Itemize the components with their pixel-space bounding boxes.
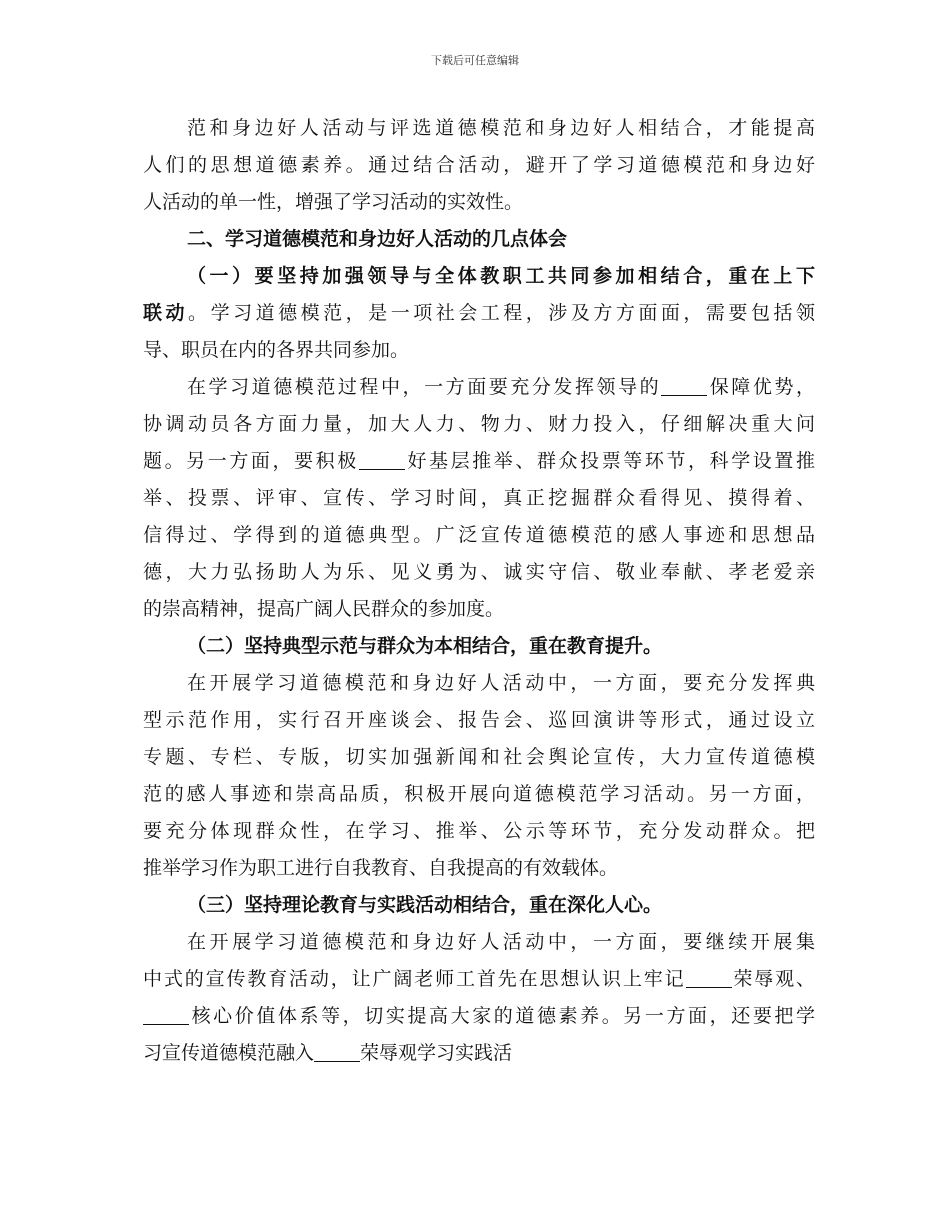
subsection-heading: （三）坚持理论教育与实践活动相结合，重在深化人心。	[187, 894, 663, 916]
paragraph-line	[143, 369, 815, 406]
paragraph-line: 范的感人事迹和崇高品质，积极开展向道德模范学习活动。另一方面，	[143, 783, 815, 805]
paragraph-text: 保障优势，	[707, 376, 815, 398]
paragraph-line	[143, 295, 815, 332]
paragraph-line: 在开展学习道德模范和身边好人活动中，一方面，要继续开展集	[187, 931, 815, 953]
document-body	[143, 110, 815, 1072]
paragraph-line: 德，大力弘扬助人为乐、见义勇为、诚实守信、敬业奉献、孝老爱亲	[143, 561, 815, 583]
paragraph-line: 举、投票、评审、宣传、学习时间，真正挖掘群众看得见、摸得着、	[143, 487, 815, 509]
paragraph-line: 推举学习作为职工进行自我教育、自我提高的有效载体。	[143, 857, 619, 879]
paragraph-line: 人们的思想道德素养。通过结合活动，避开了学习道德模范和身边好	[143, 154, 815, 176]
paragraph-line	[143, 443, 815, 480]
blank-underline	[686, 967, 732, 988]
paragraph-text: 在学习道德模范过程中，一方面要充分发挥领导的	[187, 376, 662, 398]
blank-underline	[359, 449, 405, 470]
paragraph-line	[143, 961, 815, 998]
page-header: 下载后可任意编辑	[431, 54, 519, 67]
paragraph-line	[143, 1035, 815, 1072]
paragraph-text: 习宣传道德模范融入	[143, 1042, 315, 1064]
paragraph-text: 中式的宣传教育活动，让广阔老师工首先在思想认识上牢记	[143, 968, 686, 990]
paragraph-line: 型示范作用，实行召开座谈会、报告会、巡回演讲等形式，通过设立	[143, 709, 815, 731]
paragraph-line: 在开展学习道德模范和身边好人活动中，一方面，要充分发挥典	[187, 672, 815, 694]
subsection-heading: （二）坚持典型示范与群众为本相结合，重在教育提升。	[187, 635, 663, 657]
paragraph-line: 要充分体现群众性，在学习、推举、公示等环节，充分发动群众。把	[143, 820, 815, 842]
subsection-heading: （一）要坚持加强领导与全体教职工共同参加相结合，重在上下	[187, 265, 815, 287]
section-heading: 二、学习道德模范和身边好人活动的几点体会	[187, 228, 568, 250]
paragraph-text: 核心价值体系等，切实提高大家的道德素养。另一方面，还要把学	[189, 1005, 815, 1027]
blank-underline	[143, 1004, 189, 1025]
paragraph-line: 信得过、学得到的道德典型。广泛宣传道德模范的感人事迹和思想品	[143, 524, 815, 546]
blank-underline	[314, 1041, 360, 1062]
paragraph-text: 荣辱观学习实践活	[360, 1042, 513, 1064]
paragraph-line: 导、职员在内的各界共同参加。	[143, 339, 410, 361]
paragraph-text: 。学习道德模范，是一项社会工程，涉及方方面面，需要包括领	[188, 302, 815, 324]
blank-underline	[661, 375, 707, 396]
paragraph-line: 的崇高精神，提高广阔人民群众的参加度。	[143, 598, 505, 620]
paragraph-line: 范和身边好人活动与评选道德模范和身边好人相结合，才能提高	[187, 117, 815, 139]
paragraph-line	[143, 998, 815, 1035]
paragraph-line: 人活动的单一性，增强了学习活动的实效性。	[143, 191, 524, 213]
paragraph-text: 题。另一方面，要积极	[143, 450, 359, 472]
paragraph-text: 荣辱观、	[731, 968, 815, 990]
paragraph-line: 协调动员各方面力量，加大人力、物力、财力投入，仔细解决重大问	[143, 413, 815, 435]
paragraph-line: 专题、专栏、专版，切实加强新闻和社会舆论宣传，大力宣传道德模	[143, 746, 815, 768]
subsection-heading-tail: 联动	[143, 302, 189, 324]
paragraph-text: 好基层推举、群众投票等环节，科学设置推	[404, 450, 815, 472]
